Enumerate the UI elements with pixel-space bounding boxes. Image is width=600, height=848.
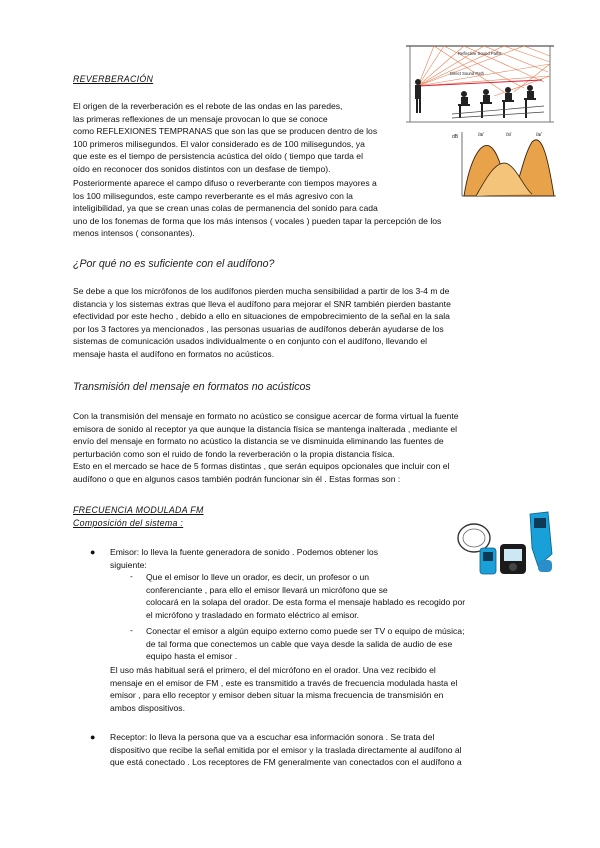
- dash-2: -: [130, 625, 133, 635]
- text-line: El uso más habitual será el primero, el del micrófono en el orador. Una vez recibido el: [110, 665, 436, 675]
- text-line: Con la transmisión del mensaje en formato no acústico se consigue acercar de forma virtual la fuente: [73, 411, 459, 421]
- phoneme-mark-2: /s/: [506, 132, 512, 138]
- text-line: efectividad por este hecho , debido a ello en situaciones de empobrecimiento de la señal en la sala: [73, 311, 450, 322]
- text-line: distancia y los sistemas extras que lleva el audífono para mejorar el SNR también pierden bastante: [73, 298, 451, 309]
- text-line: Que el emisor lo lleve un orador, es decir, un profesor o un: [146, 572, 370, 582]
- text-line: Emisor: lo lleva la fuente generadora de sonido . Podemos obtener los: [110, 547, 379, 557]
- text-line: inteligibilidad, ya que se crean unas colas de permanencia del sonido para cada: [73, 203, 378, 214]
- text-line: oído en reconocer dos sonidos distintos con un desfase de tiempo).: [73, 163, 331, 174]
- phoneme-mark-3: /a/: [536, 132, 542, 138]
- text-line: Receptor: lo lleva la persona que va a escuchar esa información sonora . Se trata del: [110, 732, 435, 742]
- text-line: menos intensos ( consonantes).: [73, 228, 195, 239]
- text-line: sistemas de comunicación usados individualmente o en conjunto con el audífono, llevando el: [73, 336, 428, 347]
- text-line: colocará en la solapa del orador. De esta forma el mensaje hablado es recogido por: [146, 597, 466, 608]
- text-line: Conectar el emisor a algún equipo externo como puede ser TV o equipo de música;: [146, 626, 465, 636]
- emisor-option-1: [146, 571, 528, 621]
- text-line: emisora de sonido al receptor ya que aunque la distancia física se mantenga inalterada , mediante el: [73, 423, 458, 434]
- dash-1: -: [130, 571, 133, 581]
- reverb-paragraph-2: [73, 177, 527, 240]
- text-line: dispositivo que recibe la señal emitida por el emisor y la traslada directamente al audífono al: [110, 744, 462, 755]
- bullet-receptor: ●: [90, 732, 96, 742]
- text-line: 100 primeros milisegundos. El valor considerado es de 100 milisegundos, ya: [73, 138, 365, 149]
- heading-why-not-enough: ¿Por qué no es suficiente con el audífono?: [73, 258, 275, 270]
- text-line: perturbación como son el ruido de fondo la reverberación o la propia distancia física.: [73, 448, 395, 459]
- fm-title: FRECUENCIA MODULADA FM: [73, 505, 204, 515]
- text-line: Esto en el mercado se hace de 5 formas distintas , que serán equipos opcionales que incluir con el: [73, 461, 450, 472]
- reverb-paragraph-1: [73, 100, 433, 176]
- text-line: envío del mensaje en formato no acústico la distancia se ve disminuida eliminando las fuentes de: [73, 436, 444, 447]
- fm-devices-figure: [452, 508, 556, 578]
- reflective-paths-label: Reflective Sound Paths: [458, 51, 502, 56]
- emisor-intro: [110, 546, 442, 571]
- fm-subtitle: Composición del sistema :: [73, 518, 184, 528]
- text-line: las primeras reflexiones de un mensaje provocan lo que se conoce: [73, 113, 328, 124]
- text-line: ambos dispositivos.: [110, 702, 185, 713]
- direct-path-label: Direct Sound Path: [450, 71, 484, 76]
- text-line: por los 3 factores ya mencionados , las personas usuarias de audífonos deberán ayudarse de los: [73, 323, 444, 334]
- receptor-paragraph: [110, 731, 528, 769]
- text-line: uno de los fonemas de forma que los más intensos ( vocales ) pueden tapar la percepción de los: [73, 215, 442, 226]
- section-title-reverberacion: REVERBERACIÓN: [73, 74, 154, 84]
- bullet-emisor: ●: [90, 547, 96, 557]
- text-line: que está conectado . Los receptores de FM generalmente van conectados con el audífono a: [110, 757, 462, 768]
- text-line: El origen de la reverberación es el rebote de las ondas en las paredes,: [73, 101, 343, 111]
- text-line: emisor , para ello receptor y emisor deben situar la misma frecuencia de transmisión en: [110, 690, 444, 701]
- text-line: equipo hasta el emisor .: [146, 651, 238, 662]
- q1-paragraph: [73, 285, 527, 361]
- text-line: los 100 milisegundos, este campo reverberante es el más agresivo con la: [73, 190, 353, 201]
- uso-paragraph: [110, 664, 528, 714]
- phoneme-mark-1: /a/: [478, 132, 484, 138]
- text-line: el micrófono y trasladado en formato eléctrico al emisor.: [146, 609, 360, 620]
- text-line: conferenciante , para ello el emisor llevará un micrófono que se: [146, 584, 388, 595]
- emisor-option-2: [146, 625, 528, 663]
- text-line: de tal forma que conectemos un cable que vaya desde la salida de audio de ese: [146, 638, 453, 649]
- text-line: audífono o que en algunos casos también podrán funcionar sin él . Estas formas son :: [73, 473, 401, 484]
- heading-non-acoustic: Transmisión del mensaje en formatos no acústicos: [73, 381, 311, 393]
- db-axis-label: dB: [452, 134, 459, 140]
- text-line: que este es el tiempo de persistencia acústica del oído ( tiempo que tarda el: [73, 151, 363, 162]
- q2-paragraph: [73, 410, 527, 486]
- text-line: mensaje en el emisor de FM , este es transmitido a través de frecuencia modulada hasta el: [110, 677, 458, 688]
- text-line: Posteriormente aparece el campo difuso o reverberante con tiempos mayores a: [73, 178, 377, 188]
- text-line: como REFLEXIONES TEMPRANAS que son las que se producen dentro de los: [73, 126, 378, 137]
- text-line: Se debe a que los micrófonos de los audífonos pierden mucha sensibilidad a partir de los 3-4 m de: [73, 286, 450, 296]
- text-line: siguiente:: [110, 559, 147, 570]
- text-line: mensaje hasta el audífono en formatos no acústicos.: [73, 348, 275, 359]
